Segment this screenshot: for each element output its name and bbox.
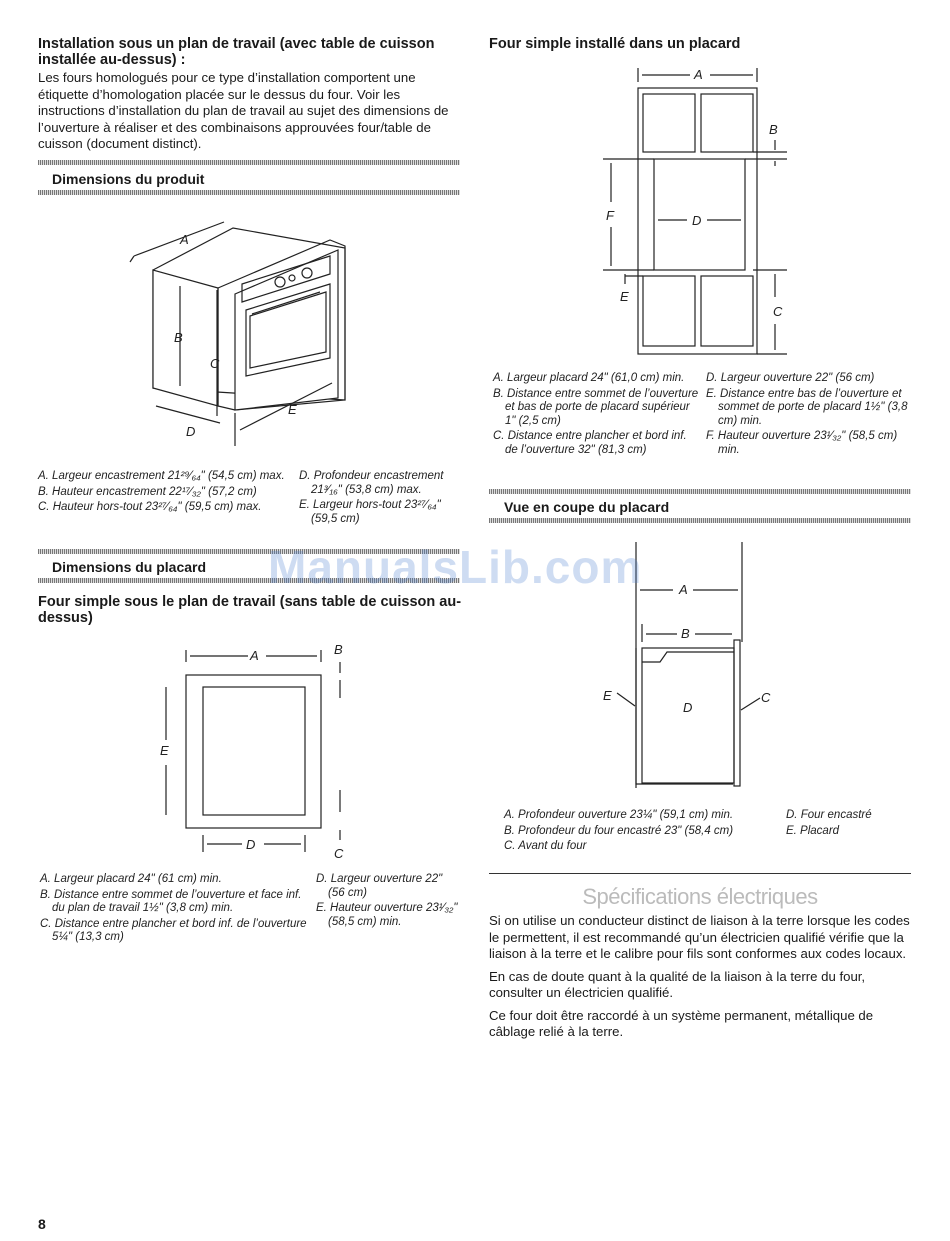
label-c: C: [761, 690, 771, 705]
legend-item: E. Placard: [786, 824, 840, 837]
elec-paragraph: En cas de doute quant à la qualité de la liaison à la terre du four, consulter un électricien qualifié.: [489, 968, 866, 1000]
legend-item: C. Hauteur hors-tout 23²⁷⁄₆₄" (59,5 cm) max.: [38, 501, 262, 513]
page-number: 8: [38, 1216, 46, 1232]
section-title: Vue en coupe du placard: [504, 499, 670, 515]
divider: [489, 518, 911, 523]
elec-title: Spécifications électriques: [582, 884, 818, 909]
legend-item: A. Largeur placard 24" (61,0 cm) min.: [493, 372, 685, 384]
cabinet-legend-right: [706, 372, 911, 459]
install-title: Installation sous un plan de travail (avec table de cuisson installée au-dessus) :: [38, 36, 435, 68]
product-legend-right: [299, 470, 464, 528]
cabinet-title: Four simple installé dans un placard: [489, 36, 741, 52]
legend-item: A. Largeur encastrement 21²⁹⁄₆₄" (54,5 cm) max.: [38, 470, 285, 482]
undercounter-legend-left: [40, 873, 315, 947]
legend-item: B. Distance entre sommet de l’ouverture et face inf. du plan de travail 1½" (3,8 cm) min.: [40, 888, 302, 914]
wall-cabinet-diagram: [595, 62, 805, 362]
install-text: Les fours homologués pour ce type d’installation comportent une étiquette d’homologation placée sur le dessus du four. Voir les instructions d’installation du plan de travail au sujet des dimensions de l’ouverture à réaliser et des combinaisons approuvées four/table de cuisson (document distinct).: [38, 70, 449, 151]
cabinet-legend-left: [493, 372, 701, 459]
label-d: D: [692, 213, 702, 228]
divider: [38, 190, 460, 195]
product-legend-left: [38, 470, 293, 517]
product-diagram: [120, 218, 360, 458]
legend-item: A. Profondeur ouverture 23¼" (59,1 cm) min.: [504, 809, 734, 821]
legend-item: D. Largeur ouverture 22" (56 cm): [316, 873, 443, 899]
legend-item: D. Largeur ouverture 22" (56 cm): [706, 372, 875, 384]
legend-item: C. Distance entre plancher et bord inf. de l’ouverture 32" (81,3 cm): [493, 430, 687, 456]
label-e: E: [620, 289, 629, 304]
elec-paragraph: Ce four doit être raccordé à un système permanent, métallique de câblage relié à la terre.: [489, 1007, 874, 1039]
label-d: D: [186, 424, 196, 439]
undercounter-diagram: [150, 640, 360, 870]
label-b: B: [681, 626, 690, 641]
legend-item: E. Largeur hors-tout 23²⁷⁄₆₄" (59,5 cm): [299, 499, 441, 525]
cabinet-dims-title: Dimensions du placard: [52, 559, 207, 575]
legend-item: D. Four encastré: [786, 809, 872, 821]
label-b: B: [769, 122, 778, 137]
elec-paragraph: Si on utilise un conducteur distinct de liaison à la terre lorsque les codes le permettent, il est recommandé qu’un électricien qualifié vérifie que la liaison à la terre et le calibre pour fils sont conformes aux codes locaux.: [489, 913, 910, 961]
label-d: D: [246, 837, 256, 852]
label-a: A: [694, 67, 703, 82]
legend-item: B. Distance entre sommet de l’ouverture et bas de porte de placard supérieur 1" (2,5 cm): [493, 387, 699, 427]
legend-item: D. Profondeur encastrement 21³⁄₁₆" (53,8 cm) max.: [299, 470, 444, 496]
undercounter-title: Four simple sous le plan de travail (sans table de cuisson au-dessus): [38, 594, 462, 626]
label-c: C: [334, 846, 344, 861]
legend-item: E. Distance entre bas de l’ouverture et sommet de porte de placard 1½" (3,8 cm) min.: [706, 387, 908, 427]
label-a: A: [250, 648, 259, 663]
product-dims-title: Dimensions du produit: [52, 171, 205, 187]
label-b: B: [174, 330, 183, 345]
undercounter-legend-right: [316, 873, 461, 931]
section-legend-left: [504, 809, 784, 856]
label-f: F: [606, 208, 614, 223]
label-a: A: [180, 232, 189, 247]
legend-item: C. Avant du four: [504, 840, 587, 852]
divider: [489, 873, 911, 874]
divider: [489, 489, 911, 494]
label-c: C: [773, 304, 783, 319]
label-e: E: [288, 402, 297, 417]
legend-item: B. Profondeur du four encastré 23" (58,4 cm): [504, 824, 734, 837]
legend-item: F. Hauteur ouverture 23¹⁄₃₂" (58,5 cm) min.: [706, 430, 898, 456]
label-b: B: [334, 642, 343, 657]
label-d: D: [683, 700, 693, 715]
legend-item: A. Largeur placard 24" (61 cm) min.: [40, 873, 222, 885]
label-a: A: [679, 582, 688, 597]
legend-item: E. Hauteur ouverture 23¹⁄₃₂" (58,5 cm) min.: [316, 902, 458, 928]
label-e: E: [603, 688, 612, 703]
section-legend-right: [786, 809, 906, 840]
legend-item: B. Hauteur encastrement 22¹⁷⁄₃₂" (57,2 cm): [38, 485, 257, 498]
watermark: ManualsLib.com: [268, 541, 643, 593]
divider: [38, 160, 460, 165]
elec-text: [489, 913, 913, 1041]
label-e: E: [160, 743, 169, 758]
legend-item: C. Distance entre plancher et bord inf. de l’ouverture 5¼" (13,3 cm): [40, 917, 307, 943]
label-c: C: [210, 356, 220, 371]
